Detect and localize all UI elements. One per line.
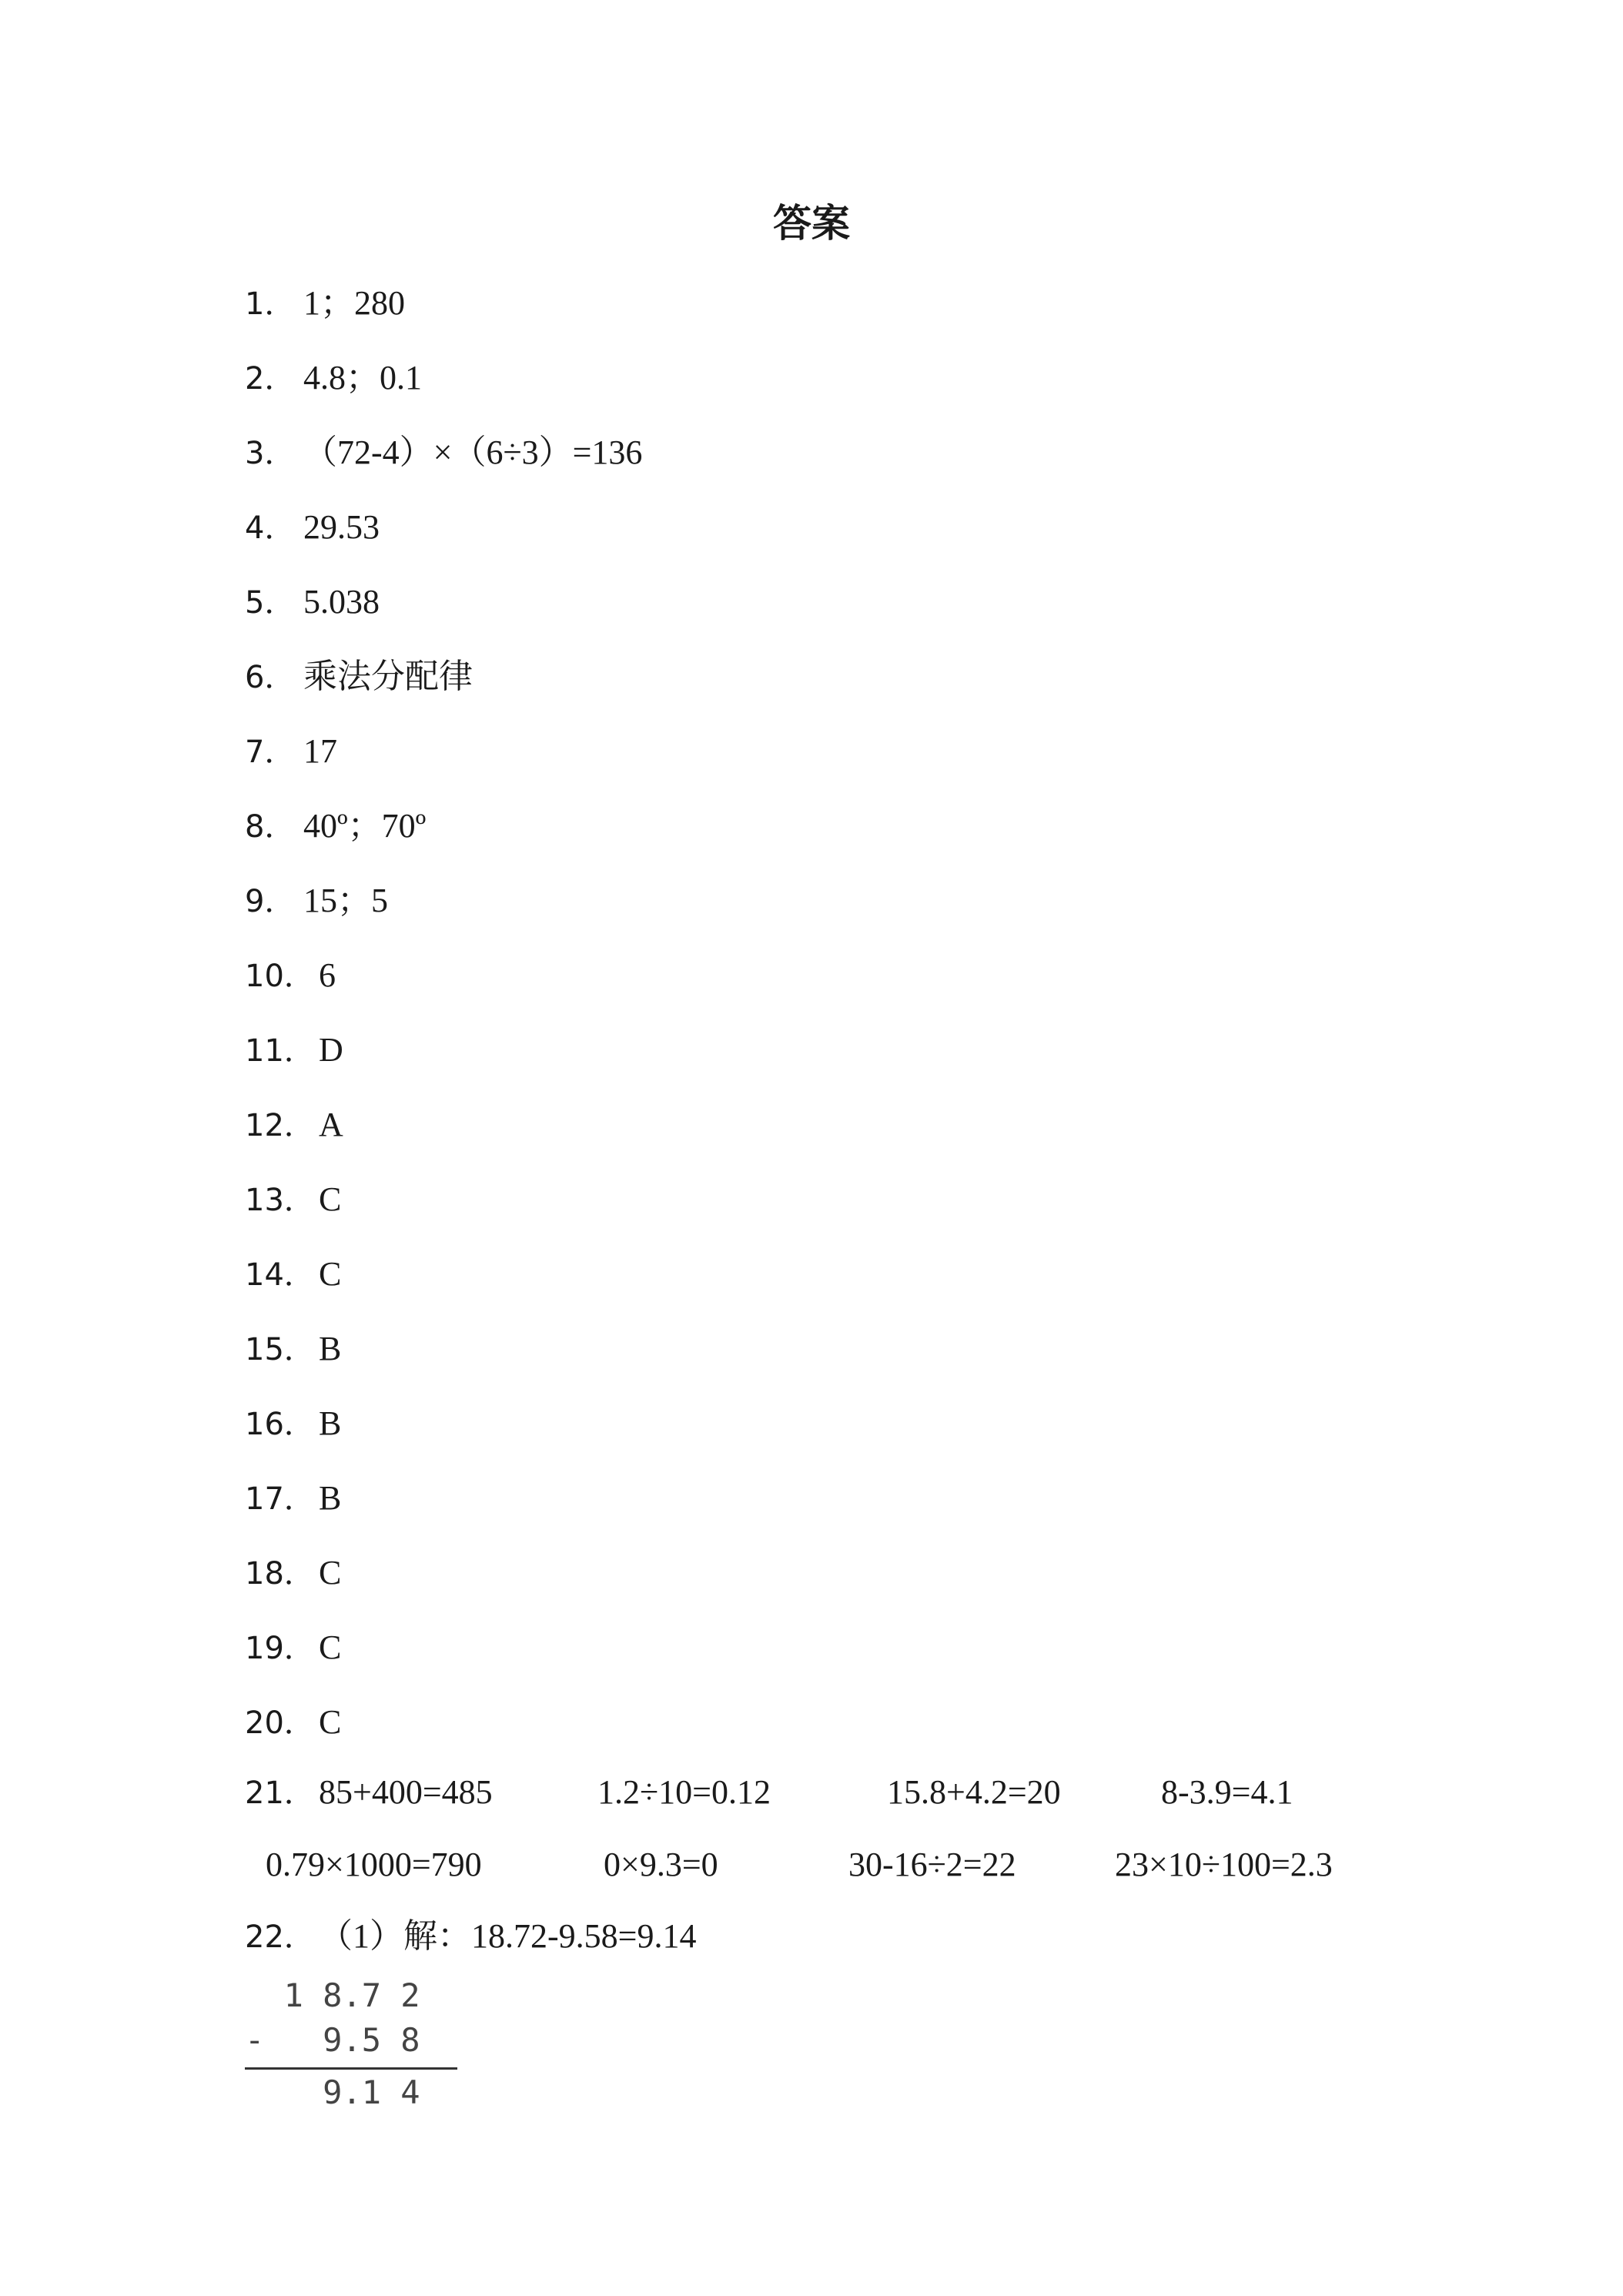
item-answer: 29.53	[303, 508, 380, 546]
list-item	[245, 1311, 642, 1386]
item-number: 20．	[245, 1705, 315, 1741]
item-answer: 15；5	[303, 882, 388, 919]
item-answer: 17	[303, 732, 337, 770]
item-answer: C	[319, 1255, 342, 1293]
equation: 85+400=485	[319, 1773, 493, 1811]
list-item	[245, 415, 642, 490]
list-item	[245, 1461, 642, 1535]
item-number: 3．	[245, 436, 296, 471]
item-answer: B	[319, 1330, 342, 1367]
result-row: 9.1 4	[245, 2073, 420, 2111]
equation: 23×10÷100=2.3	[1115, 1846, 1333, 1883]
list-item	[245, 1386, 642, 1461]
minuend-row: 1 8.7 2	[245, 1976, 420, 2014]
list-item	[245, 266, 642, 340]
list-item	[245, 863, 642, 938]
list-item	[245, 938, 642, 1012]
item-answer: B	[319, 1404, 342, 1442]
item-answer: C	[319, 1703, 342, 1741]
list-item	[245, 1087, 642, 1162]
list-item	[245, 1685, 642, 1759]
item-answer: D	[319, 1031, 343, 1069]
item-answer: 4.8；0.1	[303, 359, 422, 397]
item-answer: C	[319, 1554, 342, 1591]
item-number: 10．	[245, 959, 315, 994]
item-number: 7．	[245, 735, 296, 770]
item-number: 1．	[245, 286, 296, 322]
list-item	[245, 1162, 642, 1237]
list-item	[245, 1012, 642, 1087]
list-item	[245, 1535, 642, 1610]
page-title: 答案	[773, 201, 850, 246]
item-number: 22．	[245, 1919, 315, 1955]
equation: 15.8+4.2=20	[887, 1773, 1061, 1811]
item-number: 4．	[245, 510, 296, 546]
equation: 0.79×1000=790	[266, 1846, 482, 1883]
item-answer: 6	[319, 956, 336, 994]
list-item	[245, 1610, 642, 1685]
item-number: 15．	[245, 1332, 315, 1367]
list-item	[245, 340, 642, 415]
item-number: 17．	[245, 1481, 315, 1517]
equation: 0×9.3=0	[604, 1846, 718, 1883]
item-number: 13．	[245, 1183, 315, 1218]
item-number: 21．	[245, 1776, 315, 1811]
list-item	[245, 714, 642, 788]
answer-list	[245, 266, 642, 1759]
item-number: 11．	[245, 1033, 315, 1069]
list-item	[245, 1237, 642, 1311]
item-answer: 乘法分配律	[303, 658, 473, 695]
item-answer: 5.038	[303, 583, 380, 621]
item-answer: C	[319, 1180, 342, 1218]
item-answer: 40º；70º	[303, 807, 427, 845]
item-number: 9．	[245, 884, 296, 919]
result-divider	[245, 2067, 457, 2070]
item-number: 6．	[245, 660, 296, 695]
item-number: 8．	[245, 809, 296, 845]
item-answer: （72-4）×（6÷3）=136	[303, 433, 643, 471]
item-number: 14．	[245, 1257, 315, 1293]
item-number: 12．	[245, 1108, 315, 1143]
item-number: 18．	[245, 1556, 315, 1591]
subtrahend-row: - 9.5 8	[245, 2021, 420, 2059]
item-answer: （1）解：18.72-9.58=9.14	[319, 1917, 697, 1955]
equation: 30-16÷2=22	[848, 1846, 1016, 1883]
item-number: 5．	[245, 585, 296, 621]
list-item	[245, 639, 642, 714]
list-item	[245, 490, 642, 564]
item-number: 19．	[245, 1631, 315, 1666]
equation: 8-3.9=4.1	[1161, 1773, 1293, 1811]
item-number: 2．	[245, 361, 296, 397]
equation: 1.2÷10=0.12	[597, 1773, 771, 1811]
item-answer: 1；280	[303, 284, 405, 322]
item-number: 16．	[245, 1407, 315, 1442]
item-answer: A	[319, 1106, 343, 1143]
question-21-row1	[245, 1758, 319, 1827]
question-22	[245, 1902, 696, 1971]
item-answer: C	[319, 1628, 342, 1666]
list-item	[245, 788, 642, 863]
list-item	[245, 564, 642, 639]
item-answer: B	[319, 1479, 342, 1517]
